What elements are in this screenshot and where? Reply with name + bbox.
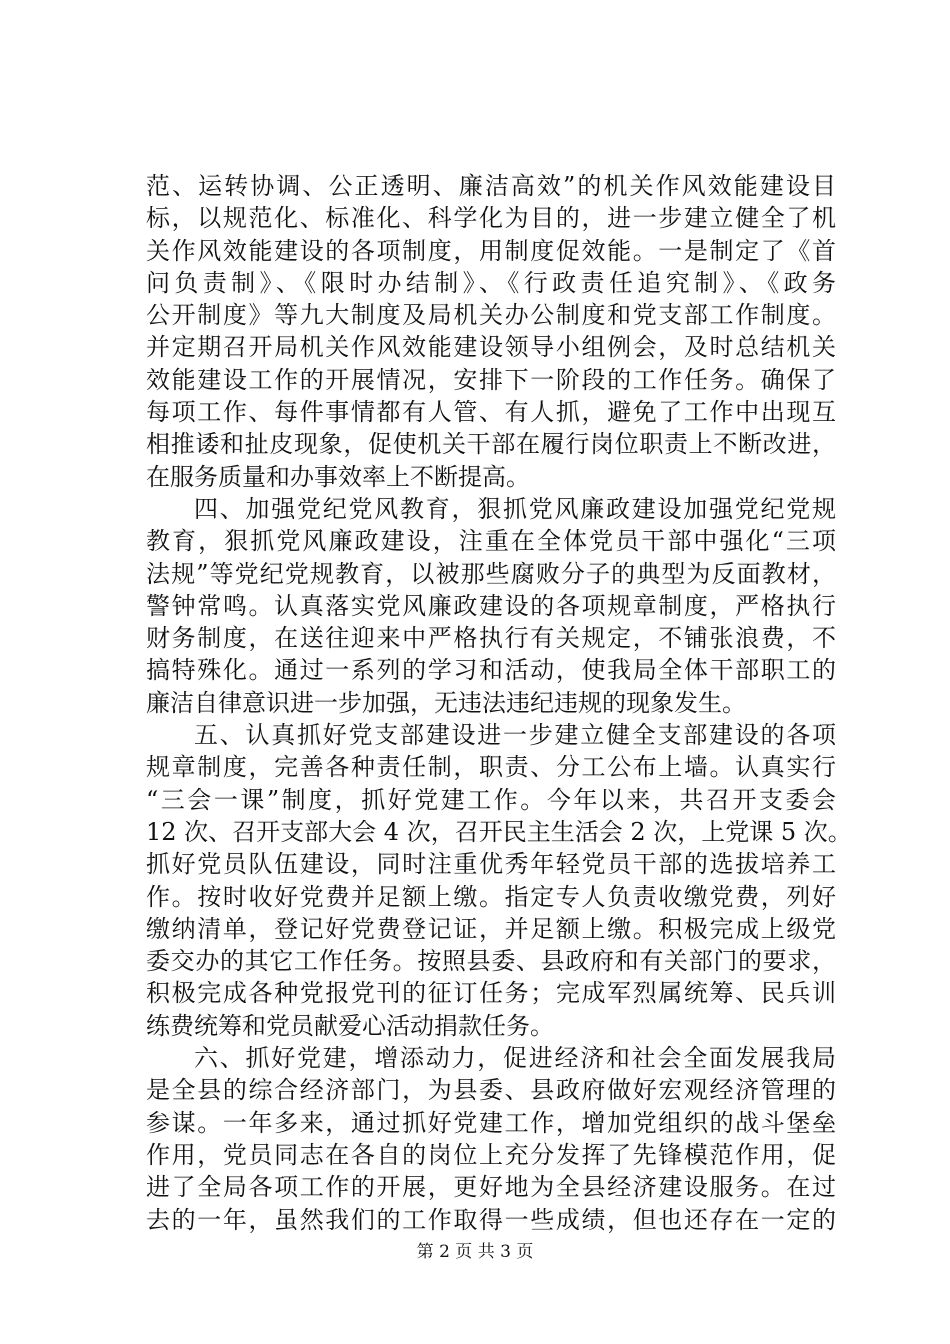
text-line: “三会一课”制度，抓好党建工作。今年以来，共召开支委会 bbox=[146, 785, 836, 814]
page-number-footer: 第 2 页 共 3 页 bbox=[416, 1242, 534, 1262]
text-line: 法规”等党纪党规教育，以被那些腐败分子的典型为反面教材， bbox=[146, 559, 836, 588]
text-line: 参谋。一年多来，通过抓好党建工作，增加党组织的战斗堡垒 bbox=[146, 1108, 836, 1137]
text-line: 警钟常鸣。认真落实党风廉政建设的各项规章制度，严格执行 bbox=[146, 591, 836, 620]
text-line: 去的一年，虽然我们的工作取得一些成绩，但也还存在一定的 bbox=[146, 1205, 836, 1234]
text-line: 12 次、召开支部大会 4 次，召开民主生活会 2 次，上党课 5 次。 bbox=[146, 817, 852, 846]
text-line: 财务制度，在送往迎来中严格执行有关规定，不铺张浪费，不 bbox=[146, 624, 836, 653]
section-heading-line: 五、认真抓好党支部建设进一步建立健全支部建设的各项 bbox=[194, 721, 836, 750]
text-line: 缴纳清单，登记好党费登记证，并足额上缴。积极完成上级党 bbox=[146, 914, 836, 943]
text-line: 教育，狠抓党风廉政建设，注重在全体党员干部中强化“三项 bbox=[146, 527, 836, 556]
section-heading-line: 六、抓好党建，增添动力，促进经济和社会全面发展我局 bbox=[194, 1044, 836, 1073]
text-line: 是全县的综合经济部门，为县委、县政府做好宏观经济管理的 bbox=[146, 1076, 836, 1105]
text-line: 规章制度，完善各种责任制，职责、分工公布上墙。认真实行 bbox=[146, 753, 836, 782]
text-line: 公开制度》等九大制度及局机关办公制度和党支部工作制度。 bbox=[146, 301, 836, 330]
text-line: 范、运转协调、公正透明、廉洁高效”的机关作风效能建设目 bbox=[146, 172, 836, 200]
body-text bbox=[146, 170, 852, 1236]
text-line: 作用，党员同志在各自的岗位上充分发挥了先锋模范作用，促 bbox=[146, 1140, 836, 1169]
text-line: 每项工作、每件事情都有人管、有人抓，避免了工作中出现互 bbox=[146, 398, 836, 427]
text-line: 并定期召开局机关作风效能建设领导小组例会，及时总结机关 bbox=[146, 333, 836, 362]
text-line: 廉洁自律意识进一步加强，无违法违纪违规的现象发生。 bbox=[146, 688, 746, 717]
text-line: 抓好党员队伍建设，同时注重优秀年轻党员干部的选拔培养工 bbox=[146, 850, 836, 879]
text-line: 搞特殊化。通过一系列的学习和活动，使我局全体干部职工的 bbox=[146, 656, 836, 685]
text-line: 标，以规范化、标准化、科学化为目的，进一步建立健全了机 bbox=[146, 204, 836, 233]
text-line: 作。按时收好党费并足额上缴。指定专人负责收缴党费，列好 bbox=[146, 882, 836, 911]
text-line: 关作风效能建设的各项制度，用制度促效能。一是制定了《首 bbox=[146, 236, 836, 265]
text-line: 效能建设工作的开展情况，安排下一阶段的工作任务。确保了 bbox=[146, 365, 836, 394]
text-line: 在服务质量和办事效率上不断提高。 bbox=[146, 462, 530, 491]
text-line: 进了全局各项工作的开展，更好地为全县经济建设服务。在过 bbox=[146, 1173, 836, 1202]
text-line: 问负责制》、《限时办结制》、《行政责任追究制》、《政务 bbox=[146, 268, 836, 297]
text-line: 相推诿和扯皮现象，促使机关干部在履行岗位职责上不断改进， bbox=[146, 430, 836, 459]
text-line: 委交办的其它工作任务。按照县委、县政府和有关部门的要求， bbox=[146, 947, 836, 976]
section-heading-line: 四、加强党纪党风教育，狠抓党风廉政建设加强党纪党规 bbox=[194, 494, 836, 523]
text-line: 练费统筹和党员献爱心活动捐款任务。 bbox=[146, 1011, 554, 1040]
text-line: 积极完成各种党报党刊的征订任务；完成军烈属统筹、民兵训 bbox=[146, 979, 836, 1008]
